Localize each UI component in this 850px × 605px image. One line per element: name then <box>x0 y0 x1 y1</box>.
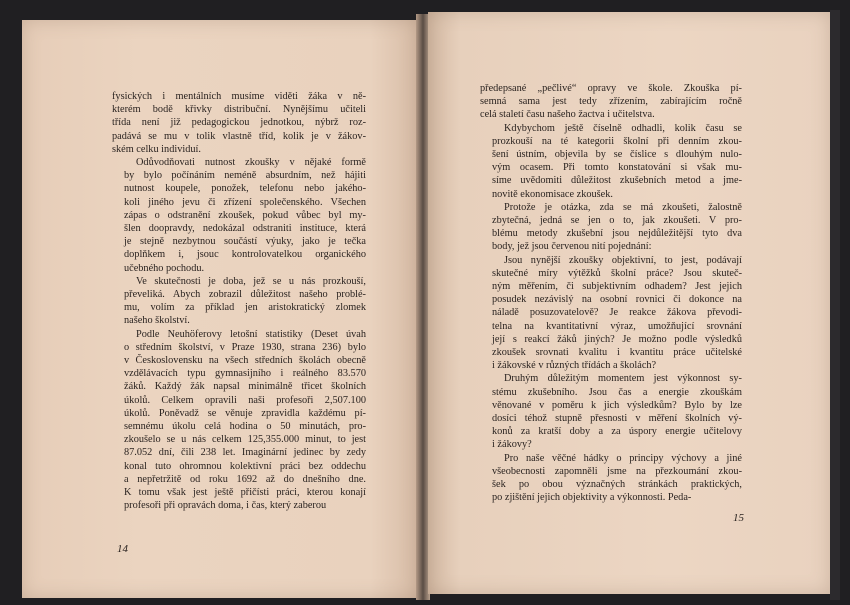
text-line: náladě posuzovatelově? Je reakce žákova převodi- <box>492 307 742 319</box>
text-line: prozkouší na té kategorii školní při denním zkou- <box>492 135 742 147</box>
text-line: učebného pochodu. <box>124 262 205 274</box>
text-line: zbytečná, jedná se jen o to, jak zkoušeti. V pro- <box>492 215 742 227</box>
text-line: předepsané „pečlivé“ opravy ve škole. Zkouška pí- <box>480 83 742 94</box>
text-line: ným měřením, či subjektivním odhadem? Jest jejich <box>492 281 742 293</box>
right-paragraph <box>480 122 742 201</box>
text-line: a nepřetržitě od roku 1692 až do dnešního dne. <box>124 473 366 485</box>
text-line: nutnost koupele, ponožek, telefonu nebo jakého- <box>124 183 366 195</box>
text-line: v Československu na všech středních školách obecně <box>124 355 366 367</box>
book-edge <box>830 10 840 600</box>
text-line: zápas o odstranění zkoušek, pokud vůbec byl my- <box>124 209 366 221</box>
text-line: i žákovy? <box>492 439 532 451</box>
right-paragraph <box>480 254 742 373</box>
text-line: profesoři při opravách doma, i čas, který zaberou <box>124 500 327 512</box>
text-line: úkolů. Poněvadž se věnuje zpravidla každému pí- <box>124 407 366 419</box>
right-paragraph <box>480 452 742 505</box>
text-line: je stejně nezbytnou součástí výuky, jako je tečka <box>124 236 366 248</box>
text-line: Protože je otázka, zda se má zkoušeti, žalostně <box>504 201 742 213</box>
text-line: posudek nezávislý na osobní rovnici či dokonce na <box>492 294 742 306</box>
text-line: fysických i mentálních musíme viděti žáka v ně- <box>112 91 366 102</box>
right-paragraph <box>480 82 742 122</box>
text-line: všeobecnosti zapomněli jsme na přezkoumání zkou- <box>492 465 742 477</box>
text-line: našeho školství. <box>124 315 190 327</box>
text-line: žáků. Každý žák napsal minimálně třicet školních <box>124 381 366 393</box>
text-line: vzdělávacích typu gymnasijního i reálného 83.570 <box>124 368 366 380</box>
right-page <box>428 12 830 594</box>
left-page-text <box>112 90 366 513</box>
text-line: telna na kvantitativní výraz, umožňující srovnání <box>492 320 742 332</box>
text-line: Jsou nynější zkoušky objektivní, to jest, podávají <box>504 254 742 266</box>
text-line: konů za kratší doby a za úspory energie učitelovy <box>492 426 742 438</box>
text-line: Druhým důležitým momentem jest výkonnost sy- <box>504 373 742 385</box>
text-line: úkolů. Celkem opravili naši profesoři 2,507.100 <box>124 394 366 406</box>
text-line: po zjištění jejich objektivity a výkonnosti. Peda- <box>492 492 692 504</box>
page-number-right: 15 <box>733 512 744 524</box>
text-line: body, jež jsou červenou nití pojednání: <box>492 241 652 253</box>
text-line: ském celku individuí. <box>112 143 201 155</box>
left-page <box>22 20 418 598</box>
text-line: blému metody zkušební jsou nejdůležitější tyto dva <box>492 228 742 240</box>
left-paragraph <box>112 156 366 275</box>
right-page-text <box>480 82 742 505</box>
text-line: Pro naše věčné hádky o principy výchovy a jiné <box>504 452 742 464</box>
text-line: mu, volím za příklad jen aristokratický zlomek <box>124 302 366 314</box>
text-line: Odůvodňovati nutnost zkoušky v nějaké formě <box>136 157 366 169</box>
text-line: Ve skutečnosti je doba, jež se u nás prozkouší, <box>136 275 366 287</box>
text-line: stému zkušebního. Jsou čas a energie zkouškám <box>492 386 742 398</box>
text-line: koli jiného jevu či zřízení společenského. Všechen <box>124 196 366 208</box>
right-paragraph <box>480 372 742 451</box>
text-line: dosíci téhož stupně přesnosti v měření školních vý- <box>492 413 742 425</box>
text-line: převeliká. Abych zobrazil důležitost našeho problé- <box>124 289 366 301</box>
text-line: skutečné míry výtěžků školní práce? Jsou skuteč- <box>492 267 742 279</box>
page-number-left: 14 <box>117 543 128 555</box>
text-line: šek po obou význačných stránkách praktických, <box>492 479 742 491</box>
right-paragraph <box>480 201 742 254</box>
text-line: padává se mu v tolik vlastně tříd, kolik je v žákov- <box>112 130 366 142</box>
text-line: zkoušek srovnati kvalitu i kvantitu práce učitelské <box>492 347 742 359</box>
text-line: Kdybychom ještě číselně odhadli, kolik času se <box>504 122 742 134</box>
text-line: šení ústním, objevila by se číslice s dlouhým nulo- <box>492 149 742 161</box>
text-line: o středním školství, v Praze 1930, strana 236) bylo <box>124 341 366 353</box>
text-line: třída není již pedagogickou jednotkou, nýbrž roz- <box>112 117 366 129</box>
text-line: věnované v poměru k jich výsledkům? Bylo by lze <box>492 399 742 411</box>
text-line: semnému úkolu celá hodina o 50 minutách, pro- <box>124 421 366 433</box>
text-line: Podle Neuhöferovy letošní statistiky (Deset úvah <box>136 328 366 340</box>
text-line: šlen doopravdy, nedokázal odstraniti instituce, která <box>124 223 366 235</box>
left-paragraph <box>112 90 366 156</box>
text-line: novitě ekonomisace zkoušek. <box>492 188 613 200</box>
text-line: kterém bodě křivky distribuční. Nynějšímu učiteli <box>112 104 366 116</box>
text-line: doplňkem i, jsouc kontrolovatelkou organického <box>124 249 366 261</box>
text-line: její s reakcí žáků jiných? Je možno podle výsledků <box>492 333 742 345</box>
left-paragraph <box>112 328 366 513</box>
text-line: celá staletí času našeho žactva i učitelstva. <box>480 109 655 121</box>
text-line: zkoušelo se u nás celkem 125,355.000 minut, to jest <box>124 434 366 446</box>
text-line: konal tuto ohromnou kolektivní práci bez oddechu <box>124 460 366 472</box>
text-line: 87.052 dní, čili 238 let. Imaginární jedinec by zedy <box>124 447 366 459</box>
text-line: vým ocasem. Při tomto konstatování si však mu- <box>492 162 742 174</box>
text-line: K tomu však jest ještě přičísti práci, kterou konají <box>124 487 366 499</box>
text-line: by bylo počínáním neméně absurdním, než hájiti <box>124 170 366 182</box>
text-line: i žákovské v různých třídách a školách? <box>492 360 657 372</box>
text-line: síme uvědomiti důležitost zkušebních metod a jme- <box>492 175 742 187</box>
left-paragraph <box>112 275 366 328</box>
text-line: semná sama jest tedy zřízením, zabírajícím ročně <box>480 96 742 108</box>
